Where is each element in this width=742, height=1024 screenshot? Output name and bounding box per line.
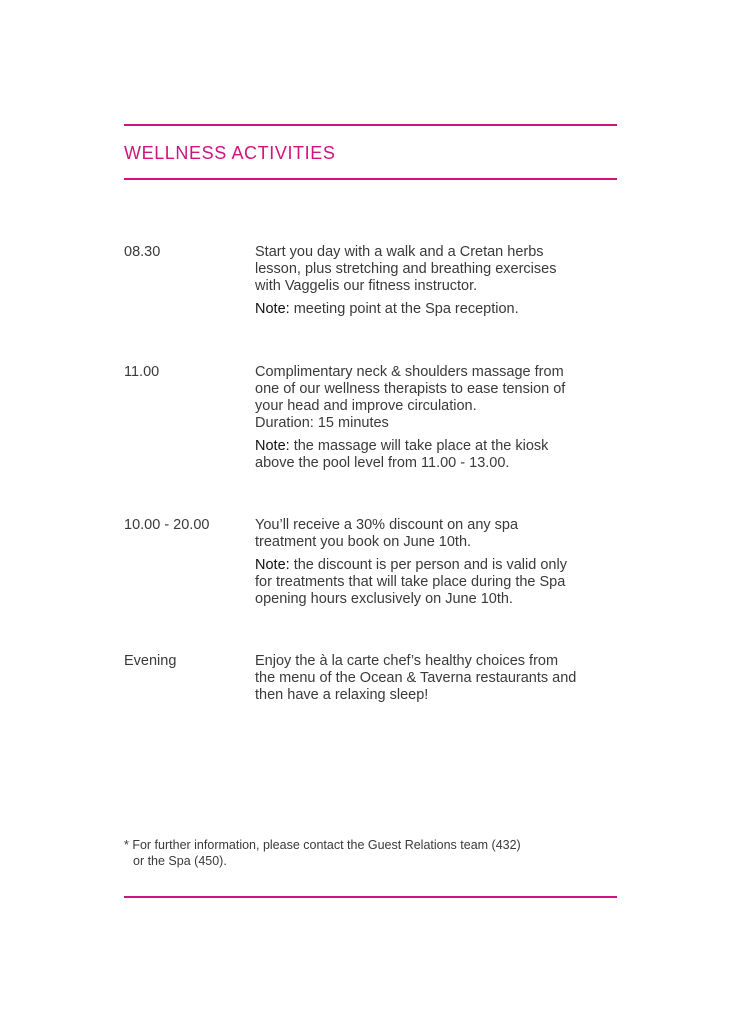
footnote <box>124 837 521 869</box>
schedule-description <box>255 653 617 704</box>
top-divider <box>124 124 617 126</box>
note-text: above the pool level from 11.00 - 13.00. <box>255 455 510 471</box>
note-label: Note: <box>255 438 290 454</box>
schedule-note <box>255 301 617 318</box>
schedule-time: 10.00 - 20.00 <box>124 517 210 533</box>
schedule-note <box>255 557 617 574</box>
schedule-note <box>255 438 617 455</box>
description-line: You’ll receive a 30% discount on any spa <box>255 517 519 533</box>
note-text: the massage will take place at the kiosk <box>289 438 549 454</box>
schedule-time: 11.00 <box>124 364 160 380</box>
description-line: treatment you book on June 10th. <box>255 534 472 550</box>
note-text: meeting point at the Spa reception. <box>289 301 519 317</box>
title-divider <box>124 178 617 180</box>
description-line: the menu of the Ocean & Taverna restaurants and <box>255 670 577 686</box>
note-label: Note: <box>255 557 290 573</box>
description-line: one of our wellness therapists to ease tension of <box>255 381 566 397</box>
description-line: Duration: 15 minutes <box>255 415 389 431</box>
schedule-time: Evening <box>124 653 177 669</box>
description-line: with Vaggelis our fitness instructor. <box>255 278 478 294</box>
page-title: WELLNESS ACTIVITIES <box>124 143 336 163</box>
bottom-divider <box>124 896 617 898</box>
description-line: Complimentary neck & shoulders massage from <box>255 364 564 380</box>
note-text: opening hours exclusively on June 10th. <box>255 591 513 607</box>
description-line: Enjoy the à la carte chef’s healthy choices from <box>255 653 559 669</box>
description-line: your head and improve circulation. <box>255 398 477 414</box>
description-line: Start you day with a walk and a Cretan herbs <box>255 244 544 260</box>
footnote-line: * For further information, please contact the Guest Relations team (432) <box>124 838 521 852</box>
note-text: for treatments that will take place during the Spa <box>255 574 566 590</box>
description-line: lesson, plus stretching and breathing exercises <box>255 261 557 277</box>
footnote-line: or the Spa (450). <box>133 854 227 868</box>
description-line: then have a relaxing sleep! <box>255 687 429 703</box>
note-label: Note: <box>255 301 290 317</box>
schedule-time: 08.30 <box>124 244 161 260</box>
schedule-description <box>255 517 617 608</box>
schedule-description <box>255 364 617 472</box>
schedule-description <box>255 244 617 318</box>
note-text: the discount is per person and is valid only <box>289 557 567 573</box>
